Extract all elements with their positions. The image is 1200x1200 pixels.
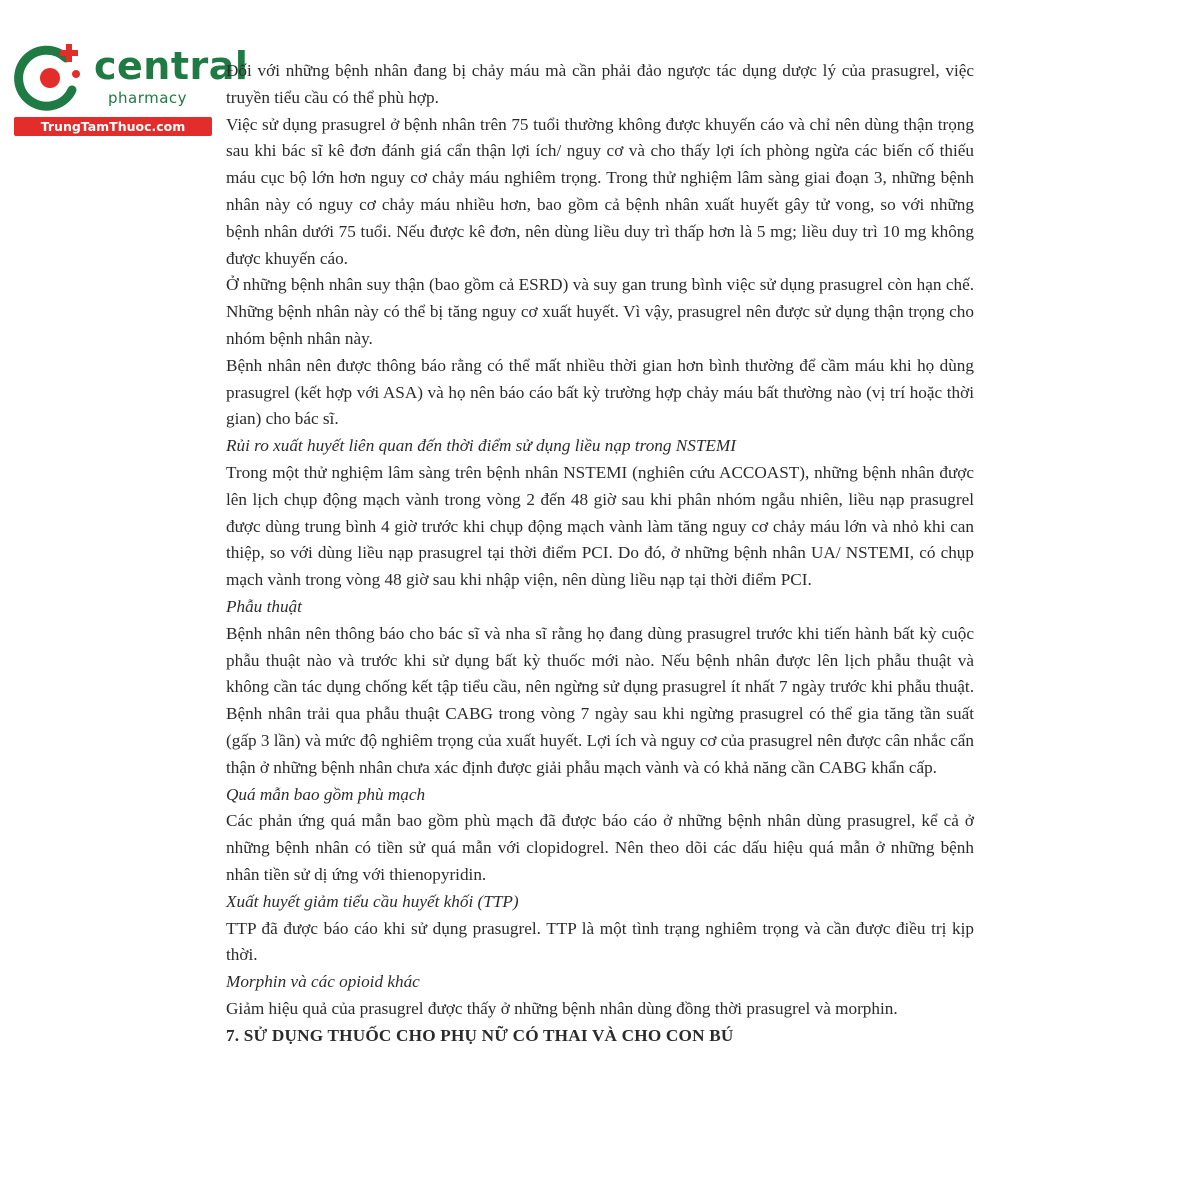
heading-ttp: Xuất huyết giảm tiểu cầu huyết khối (TTP) xyxy=(226,891,519,911)
paragraph-bleeding-notice: Bệnh nhân nên được thông báo rằng có thể mất nhiều thời gian hơn bình thường để cầm máu khi họ dùng prasugrel (kết hợp với ASA) và họ nên báo cáo bất kỳ trường hợp chảy máu bất thường nào (vị trí hoặc thời gian) cho bác sĩ. xyxy=(226,355,974,429)
heading-hypersensitivity: Quá mẫn bao gồm phù mạch xyxy=(226,784,426,804)
paragraph-ttp: TTP đã được báo cáo khi sử dụng prasugrel. TTP là một tình trạng nghiêm trọng và cần được điều trị kịp thời. xyxy=(226,918,974,965)
brand-name: central xyxy=(94,44,249,88)
heading-surgery: Phẫu thuật xyxy=(226,596,302,616)
heading-morphine: Morphin và các opioid khác xyxy=(226,972,420,992)
paragraph-accoast: Trong một thử nghiệm lâm sàng trên bệnh nhân NSTEMI (nghiên cứu ACCOAST), những bệnh nhân được lên lịch chụp động mạch vành trong vòng 2 đến 48 giờ sau khi phân nhóm ngẫu nhiên, liều nạp prasugrel được dùng trung bình 4 giờ trước khi chụp động mạch vành làm tăng nguy cơ chảy máu lớn và nhỏ khi can thiệp, so với dùng liều nạp prasugrel tại thời điểm PCI. Do đó, ở những bệnh nhân UA/ NSTEMI, có chụp mạch vành trong vòng 48 giờ sau khi nhập viện, nên dùng liều nạp tại thời điểm PCI. xyxy=(226,462,974,590)
heading-nstemi: Rủi ro xuất huyết liên quan đến thời điểm sử dụng liều nạp trong NSTEMI xyxy=(226,436,736,456)
document-body xyxy=(226,58,974,1049)
paragraph-hypersensitivity: Các phản ứng quá mẫn bao gồm phù mạch đã được báo cáo ở những bệnh nhân dùng prasugrel, kể cả ở những bệnh nhân có tiền sử quá mẫn với clopidogrel. Nên theo dõi các dấu hiệu quá mẫn ở những bệnh nhân tiền sử dị ứng với thienopyridin. xyxy=(226,811,974,884)
brand-subtitle: pharmacy xyxy=(108,89,188,107)
paragraph-surgery: Bệnh nhân nên thông báo cho bác sĩ và nha sĩ rằng họ đang dùng prasugrel trước khi tiến hành bất kỳ cuộc phẫu thuật nào và trước khi sử dụng bất kỳ thuốc mới nào. Nếu bệnh nhân được lên lịch phẫu thuật và không cần tác dụng chống kết tập tiểu cầu, nên ngừng sử dụng prasugrel ít nhất 7 ngày trước khi phẫu thuật. Bệnh nhân trải qua phẫu thuật CABG trong vòng 7 ngày sau khi ngừng prasugrel có thể gia tăng tần suất (gấp 3 lần) và mức độ nghiêm trọng của xuất huyết. Lợi ích và nguy cơ của prasugrel nên được cân nhắc cẩn thận ở những bệnh nhân chưa xác định được giải phẫu mạch vành và có khả năng cần CABG khẩn cấp. xyxy=(226,623,974,777)
brand-url: TrungTamThuoc.com xyxy=(14,117,212,136)
paragraph-elderly: Việc sử dụng prasugrel ở bệnh nhân trên 75 tuổi thường không được khuyến cáo và chỉ nên dùng thận trọng sau khi bác sĩ kê đơn đánh giá cẩn thận lợi ích/ nguy cơ và cho thấy lợi ích phòng ngừa các biến cố thiếu máu cục bộ lớn hơn nguy cơ chảy máu nghiêm trọng. Trong thử nghiệm lâm sàng giai đoạn 3, những bệnh nhân này có nguy cơ chảy máu nhiều hơn, bao gồm cả bệnh nhân xuất huyết gây tử vong, so với những bệnh nhân dưới 75 tuổi. Nếu được kê đơn, nên dùng liều duy trì thấp hơn là 5 mg; liều duy trì 10 mg không được khuyến cáo. xyxy=(226,114,974,268)
paragraph-morphine: Giảm hiệu quả của prasugrel được thấy ở những bệnh nhân dùng đồng thời prasugrel và morphin. xyxy=(226,998,898,1018)
pharmacy-cross-icon xyxy=(10,38,90,118)
central-pharmacy-logo xyxy=(10,38,249,138)
paragraph-transfusion: Đối với những bệnh nhân đang bị chảy máu mà cần phải đảo ngược tác dụng dược lý của prasugrel, việc truyền tiểu cầu có thể phù hợp. xyxy=(226,61,974,107)
paragraph-renal-hepatic: Ở những bệnh nhân suy thận (bao gồm cả ESRD) và suy gan trung bình việc sử dụng prasugrel còn hạn chế. Những bệnh nhân này có thể bị tăng nguy cơ xuất huyết. Vì vậy, prasugrel nên được sử dụng thận trọng cho nhóm bệnh nhân này. xyxy=(226,275,974,348)
section-7-title: 7. SỬ DỤNG THUỐC CHO PHỤ NỮ CÓ THAI VÀ CHO CON BÚ xyxy=(226,1025,734,1045)
